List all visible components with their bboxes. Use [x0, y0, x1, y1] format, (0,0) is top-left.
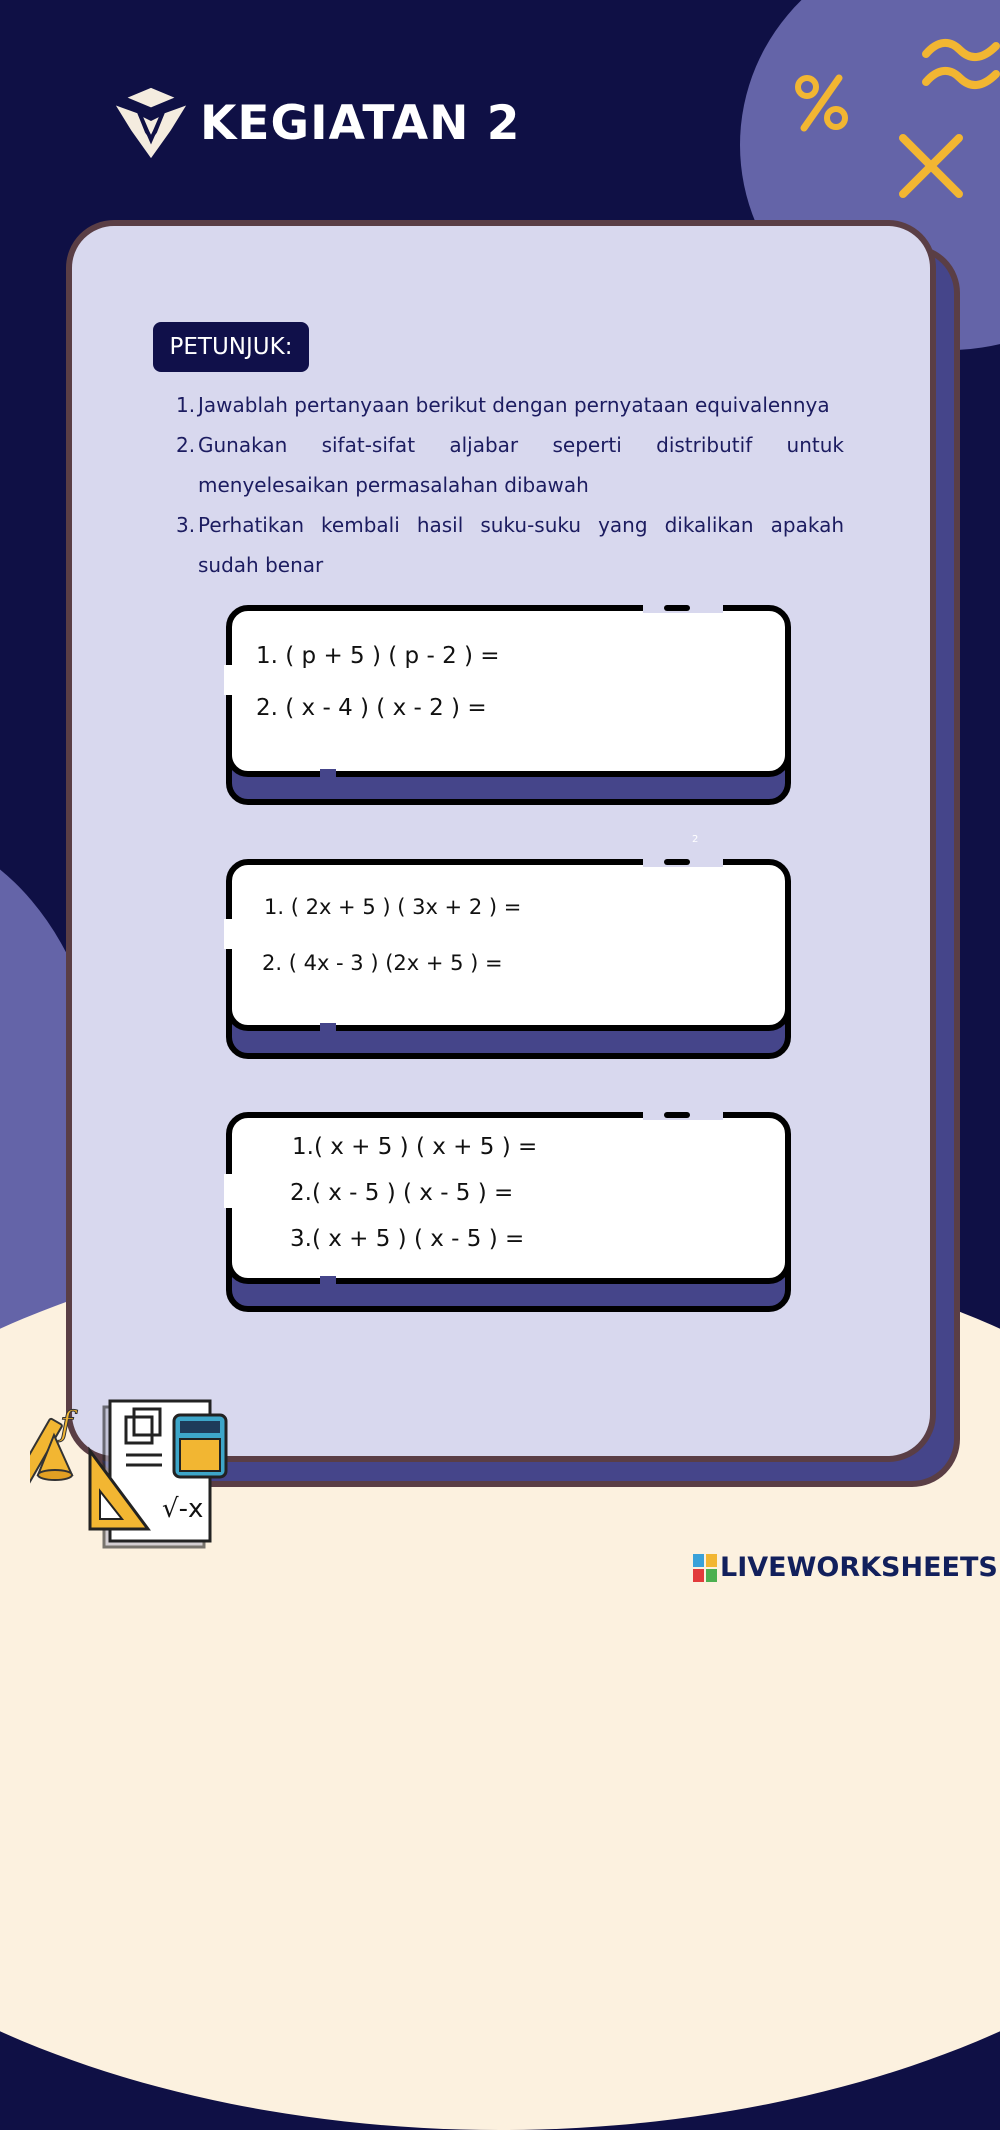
- instruction-item: [176, 425, 844, 505]
- instruction-text: Jawablah pertanyaan berikut dengan pernyataan equivalennya: [198, 393, 830, 417]
- equation: 1.( x + 5 ) ( x + 5 ) =: [292, 1134, 538, 1160]
- stray-mark: 2: [692, 834, 699, 845]
- svg-text:f: f: [60, 1404, 73, 1444]
- equation: 3.( x + 5 ) ( x - 5 ) =: [290, 1226, 525, 1252]
- box-panel: [226, 605, 791, 777]
- petunjuk-badge: PETUNJUK:: [153, 322, 309, 372]
- equation: 2. ( 4x - 3 ) (2x + 5 ) =: [262, 951, 503, 975]
- equation: 1. ( 2x + 5 ) ( 3x + 2 ) =: [264, 895, 522, 919]
- svg-text:√-x: √-x: [162, 1494, 204, 1524]
- instruction-text: Gunakan sifat-sifat aljabar seperti distributif untuk menyelesaikan permasalahan dibawah: [198, 433, 844, 497]
- wave-icon: [920, 36, 1000, 96]
- equation: 2.( x - 5 ) ( x - 5 ) =: [290, 1180, 514, 1206]
- liveworksheets-logo-icon: [693, 1554, 717, 1582]
- math-tools-illustration: [30, 1395, 240, 1565]
- liveworksheets-brand: [693, 1552, 998, 1583]
- instruction-item: [176, 505, 844, 585]
- multiply-icon: [895, 130, 967, 202]
- brand-text: LIVEWORKSHEETS: [720, 1552, 998, 1583]
- graduation-cap-shield-icon: [112, 84, 190, 162]
- page-header: [112, 84, 521, 162]
- instruction-list: [176, 385, 844, 585]
- instruction-number: 2.: [176, 433, 196, 457]
- instruction-text: Perhatikan kembali hasil suku-suku yang dikalikan apakah sudah benar: [198, 513, 844, 577]
- box-panel: [226, 859, 791, 1031]
- instruction-number: 3.: [176, 513, 196, 537]
- percent-icon: [792, 72, 852, 134]
- instruction-item: [176, 385, 844, 425]
- equation: 2. ( x - 4 ) ( x - 2 ) =: [256, 695, 487, 721]
- page-title: KEGIATAN 2: [200, 95, 521, 151]
- instruction-number: 1.: [176, 393, 196, 417]
- equation: 1. ( p + 5 ) ( p - 2 ) =: [256, 643, 500, 669]
